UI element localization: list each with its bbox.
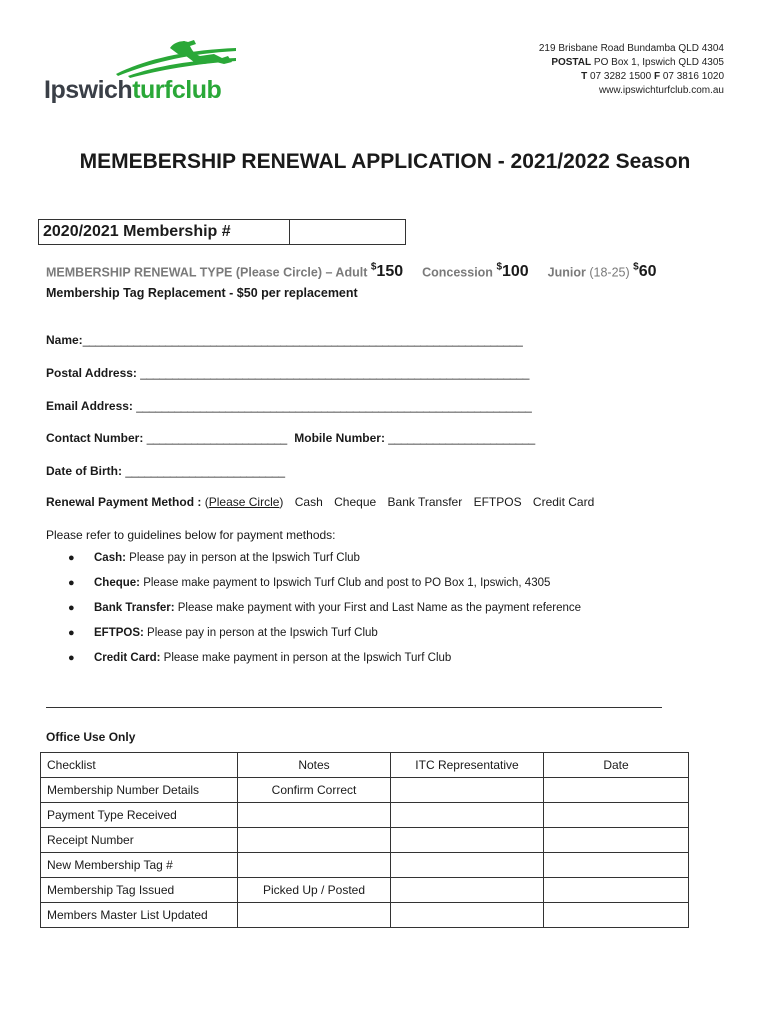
membership-number-box	[38, 219, 406, 245]
payment-option-credit-card[interactable]: Credit Card	[532, 495, 595, 509]
payment-method-line: Renewal Payment Method : (Please Circle) Cash Cheque Bank Transfer EFTPOS Credit Card	[46, 495, 595, 509]
please-circle-note: Please Circle	[208, 495, 280, 509]
office-use-heading: Office Use Only	[46, 730, 136, 744]
email-field[interactable]: Email Address: ______________________________________________________________	[46, 399, 532, 413]
contact-number-field[interactable]: Contact Number: ______________________ Mobile Number: _______________________	[46, 431, 535, 445]
mobile-number-field[interactable]: _______________________	[388, 431, 535, 445]
renewal-type-label: MEMBERSHIP RENEWAL TYPE (Please Circle) – Adult	[46, 265, 368, 280]
renewal-type-line	[46, 262, 657, 281]
table-row: Receipt Number	[41, 828, 689, 853]
junior-price[interactable]: $60	[633, 262, 657, 281]
website-link[interactable]: www.ipswichturfclub.com.au	[598, 85, 724, 96]
mobile-number-label: Mobile Number:	[294, 431, 385, 445]
section-divider	[46, 707, 662, 708]
bullet-icon: ●	[68, 577, 75, 589]
column-header: Date	[544, 753, 689, 778]
club-address	[539, 42, 724, 98]
list-item: ● Credit Card: Please make payment in person at the Ipswich Turf Club	[68, 652, 452, 664]
name-field[interactable]: Name:_____________________________________________________________________	[46, 333, 523, 347]
membership-number-label: 2020/2021 Membership #	[39, 220, 290, 244]
concession-price[interactable]: $100	[496, 262, 529, 281]
street-address: 219 Brisbane Road Bundamba QLD 4304	[538, 43, 724, 54]
bullet-icon: ●	[68, 602, 75, 614]
payment-option-cash[interactable]: Cash	[294, 495, 323, 509]
column-header: ITC Representative	[391, 753, 544, 778]
logo-text-turfclub: turfclub	[132, 76, 222, 104]
bullet-icon: ●	[68, 552, 75, 564]
junior-age: (18-25)	[589, 265, 630, 280]
postal-address: POSTAL PO Box 1, Ipswich QLD 4305	[551, 57, 724, 68]
bullet-icon: ●	[68, 627, 75, 639]
office-use-table	[40, 752, 689, 928]
membership-number-field[interactable]	[290, 220, 405, 244]
list-item: ● Bank Transfer: Please make payment with your First and Last Name as the payment reference	[68, 602, 582, 614]
table-row: New Membership Tag #	[41, 853, 689, 878]
postal-address-field[interactable]: Postal Address: _____________________________________________________________	[46, 366, 530, 380]
phone-numbers: T 07 3282 1500 F 07 3816 1020	[581, 71, 724, 82]
table-row: Payment Type Received	[41, 803, 689, 828]
payment-method-label: Renewal Payment Method :	[46, 495, 202, 509]
page-title: MEMEBERSHIP RENEWAL APPLICATION - 2021/2022 Season	[79, 150, 691, 173]
bullet-icon: ●	[68, 652, 75, 664]
date-of-birth-field[interactable]: Date of Birth: _________________________	[46, 464, 285, 478]
junior-label: Junior	[547, 265, 586, 280]
payment-guidelines-list	[68, 552, 581, 677]
guidelines-intro: Please refer to guidelines below for payment methods:	[46, 528, 336, 542]
list-item: ● Cash: Please pay in person at the Ipswich Turf Club	[68, 552, 360, 564]
adult-price[interactable]: $150	[370, 262, 404, 281]
club-logo	[44, 38, 244, 104]
table-header-row	[41, 753, 689, 778]
list-item: ● Cheque: Please make payment to Ipswich Turf Club and post to PO Box 1, Ipswich, 4305	[68, 577, 551, 589]
table-row: Membership Number Details Confirm Correct	[41, 778, 689, 803]
table-row: Membership Tag Issued Picked Up / Posted	[41, 878, 689, 903]
table-row: Members Master List Updated	[41, 903, 689, 928]
payment-option-bank-transfer[interactable]: Bank Transfer	[387, 495, 463, 509]
list-item: ● EFTPOS: Please pay in person at the Ipswich Turf Club	[68, 627, 378, 639]
payment-option-eftpos[interactable]: EFTPOS	[473, 495, 522, 509]
column-header: Notes	[238, 753, 391, 778]
logo-text-ipswich: Ipswich	[44, 76, 133, 104]
logo-wordmark	[44, 76, 221, 105]
tag-replacement-note: Membership Tag Replacement - $50 per replacement	[46, 286, 358, 300]
payment-option-cheque[interactable]: Cheque	[334, 495, 377, 509]
concession-label: Concession	[422, 265, 493, 280]
column-header: Checklist	[41, 753, 238, 778]
